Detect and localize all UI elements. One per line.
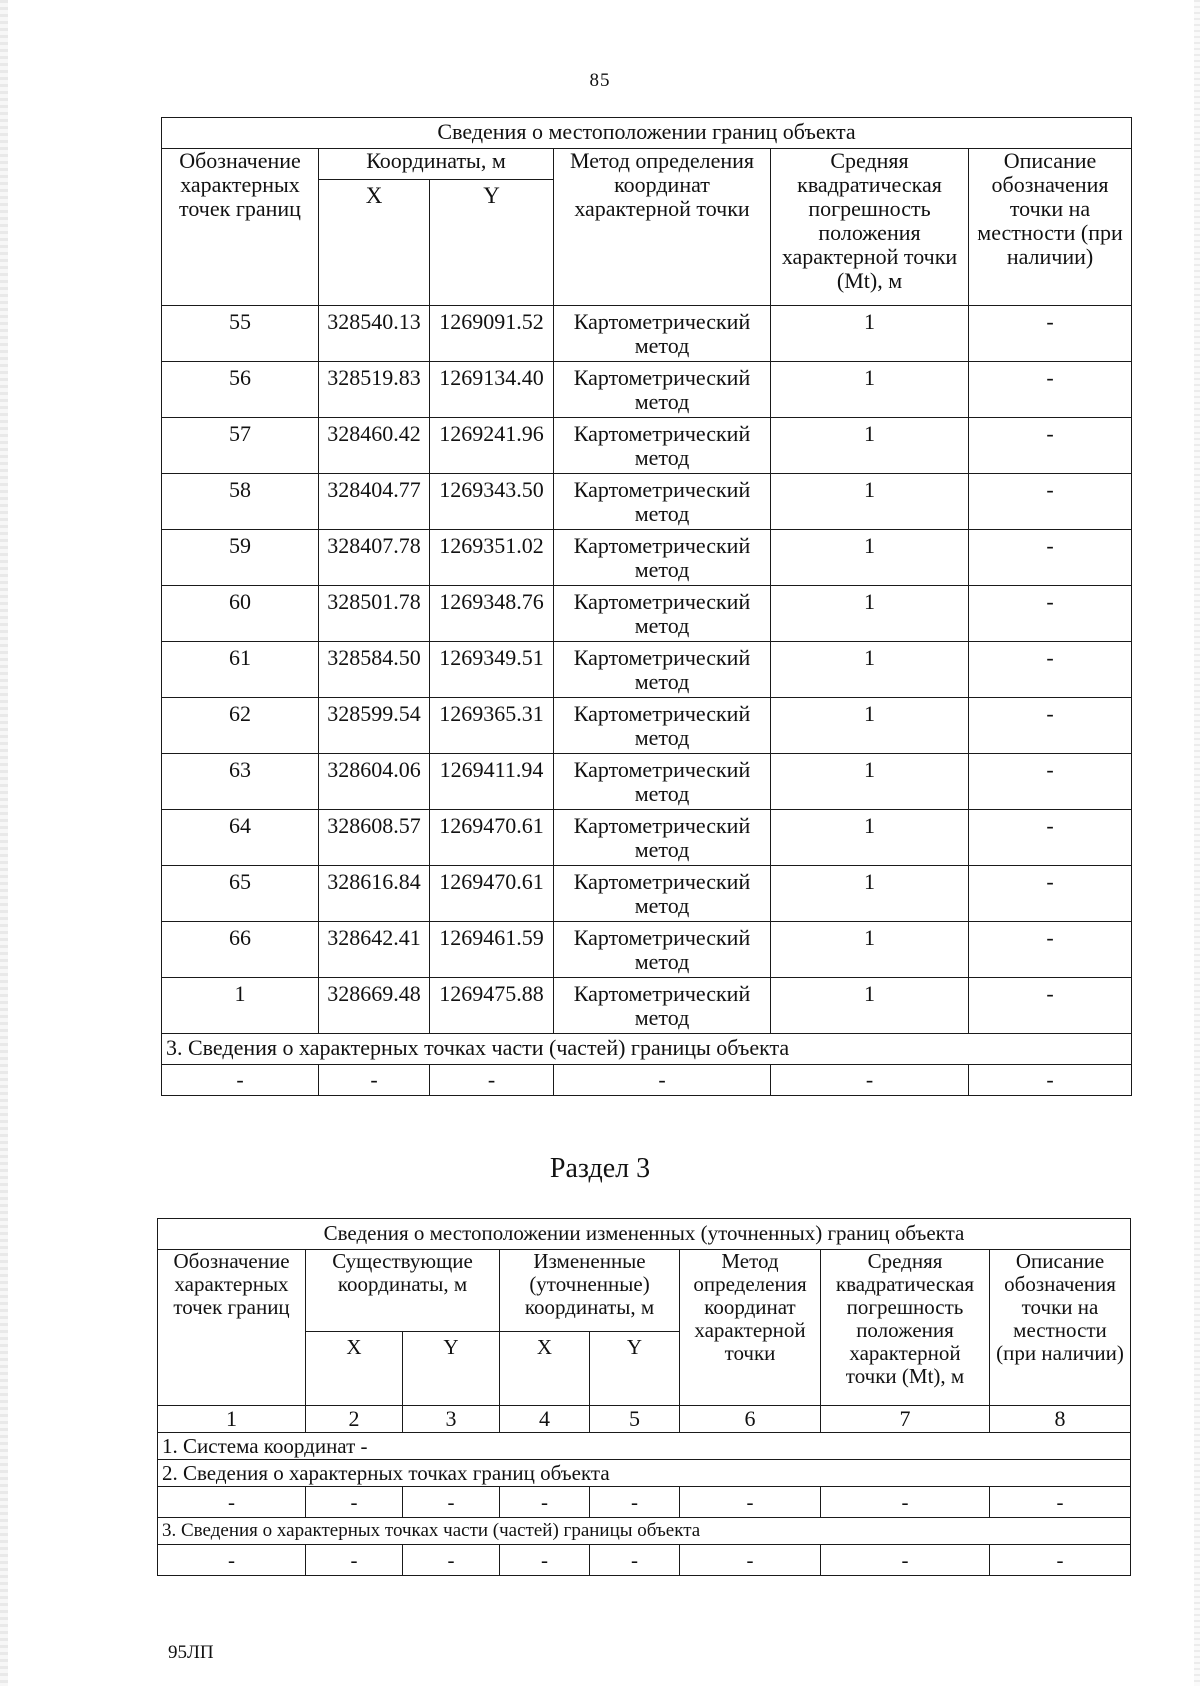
table-title: Сведения о местоположении границ объекта (162, 118, 1132, 149)
y-cell: 1269411.94 (430, 754, 554, 810)
method-cell: Картометрический метод (554, 810, 771, 866)
method-cell: Картометрический метод (554, 418, 771, 474)
table-row (162, 754, 1132, 810)
dash-cell: - (500, 1487, 590, 1518)
dash-cell: - (430, 1065, 554, 1096)
method-cell: Картометрический метод (554, 474, 771, 530)
dash-cell: - (680, 1545, 821, 1576)
description-cell: - (969, 698, 1132, 754)
x-cell: 328599.54 (319, 698, 430, 754)
x-cell: 328616.84 (319, 866, 430, 922)
header-description: Описание обозначения точки на местности (при наличии) (969, 149, 1132, 306)
point-cell: 60 (162, 586, 319, 642)
x-cell: 328501.78 (319, 586, 430, 642)
error-cell: 1 (771, 586, 969, 642)
column-number: 4 (500, 1406, 590, 1433)
description-cell: - (969, 866, 1132, 922)
y-cell: 1269134.40 (430, 362, 554, 418)
dash-cell: - (158, 1487, 306, 1518)
section-heading: Раздел 3 (549, 1153, 651, 1184)
method-cell: Картометрический метод (554, 978, 771, 1034)
table-row (162, 1065, 1132, 1096)
header-description: Описание обозначения точки на местности (при наличии) (990, 1250, 1131, 1406)
dash-cell: - (158, 1545, 306, 1576)
dash-cell: - (590, 1545, 680, 1576)
column-number: 1 (158, 1406, 306, 1433)
dash-cell: - (403, 1487, 500, 1518)
column-numbers-row (158, 1406, 1131, 1433)
table-row (162, 922, 1132, 978)
x-cell: 328604.06 (319, 754, 430, 810)
table-row (162, 306, 1132, 362)
dash-cell: - (403, 1545, 500, 1576)
x-cell: 328608.57 (319, 810, 430, 866)
dash-cell: - (306, 1487, 403, 1518)
dash-cell: - (162, 1065, 319, 1096)
y-cell: 1269241.96 (430, 418, 554, 474)
table-row (162, 866, 1132, 922)
table-row (162, 362, 1132, 418)
column-number: 8 (990, 1406, 1131, 1433)
error-cell: 1 (771, 978, 969, 1034)
error-cell: 1 (771, 754, 969, 810)
page-number: 85 (589, 70, 611, 91)
description-cell: - (969, 586, 1132, 642)
dash-cell: - (990, 1487, 1131, 1518)
description-cell: - (969, 754, 1132, 810)
column-number: 2 (306, 1406, 403, 1433)
y-cell: 1269343.50 (430, 474, 554, 530)
description-cell: - (969, 810, 1132, 866)
point-cell: 57 (162, 418, 319, 474)
method-cell: Картометрический метод (554, 698, 771, 754)
header-method: Метод определения координат характерной точки (554, 149, 771, 306)
method-cell: Картометрический метод (554, 530, 771, 586)
error-cell: 1 (771, 418, 969, 474)
y-cell: 1269349.51 (430, 642, 554, 698)
table-row (162, 810, 1132, 866)
header-y: Y (430, 180, 554, 306)
error-cell: 1 (771, 530, 969, 586)
y-cell: 1269461.59 (430, 922, 554, 978)
point-cell: 55 (162, 306, 319, 362)
point-cell: 64 (162, 810, 319, 866)
method-cell: Картометрический метод (554, 362, 771, 418)
dash-cell: - (969, 1065, 1132, 1096)
dash-cell: - (990, 1545, 1131, 1576)
method-cell: Картометрический метод (554, 642, 771, 698)
section3-label: 3. Сведения о характерных точках части (частей) границы объекта (162, 1034, 1132, 1065)
point-cell: 62 (162, 698, 319, 754)
x-cell: 328519.83 (319, 362, 430, 418)
header-changed-y: Y (590, 1332, 680, 1406)
x-cell: 328407.78 (319, 530, 430, 586)
changed-boundary-table (157, 1218, 1131, 1576)
description-cell: - (969, 978, 1132, 1034)
header-point-designation: Обозначение характерных точек границ (162, 149, 319, 306)
header-x: X (319, 180, 430, 306)
header-changed-coords: Измененные (уточненные) координаты, м (500, 1250, 680, 1332)
boundary-location-table (161, 117, 1132, 1096)
method-cell: Картометрический метод (554, 306, 771, 362)
point-cell: 66 (162, 922, 319, 978)
table-row (162, 698, 1132, 754)
point-cell: 59 (162, 530, 319, 586)
dash-cell: - (319, 1065, 430, 1096)
x-cell: 328460.42 (319, 418, 430, 474)
document-code: 95ЛП (168, 1642, 214, 1663)
y-cell: 1269470.61 (430, 866, 554, 922)
dash-cell: - (821, 1487, 990, 1518)
method-cell: Картометрический метод (554, 586, 771, 642)
point-cell: 61 (162, 642, 319, 698)
table-row (158, 1545, 1131, 1576)
table-row (162, 530, 1132, 586)
scan-edge-left (0, 0, 8, 1686)
header-existing-coords: Существующие координаты, м (306, 1250, 500, 1332)
dash-cell: - (590, 1487, 680, 1518)
point-cell: 1 (162, 978, 319, 1034)
header-error: Средняя квадратическая погрешность положения характерной точки (Mt), м (821, 1250, 990, 1406)
dash-cell: - (306, 1545, 403, 1576)
error-cell: 1 (771, 306, 969, 362)
error-cell: 1 (771, 866, 969, 922)
table-row (162, 418, 1132, 474)
section3-label: 3. Сведения о характерных точках части (частей) границы объекта (158, 1518, 1131, 1545)
method-cell: Картометрический метод (554, 922, 771, 978)
x-cell: 328540.13 (319, 306, 430, 362)
error-cell: 1 (771, 474, 969, 530)
x-cell: 328584.50 (319, 642, 430, 698)
header-point-designation: Обозначение характерных точек границ (158, 1250, 306, 1406)
header-coordinates: Координаты, м (319, 149, 554, 180)
error-cell: 1 (771, 642, 969, 698)
header-changed-x: X (500, 1332, 590, 1406)
dash-cell: - (771, 1065, 969, 1096)
point-cell: 56 (162, 362, 319, 418)
column-number: 7 (821, 1406, 990, 1433)
description-cell: - (969, 418, 1132, 474)
x-cell: 328642.41 (319, 922, 430, 978)
description-cell: - (969, 642, 1132, 698)
scan-edge-right (1194, 0, 1200, 1686)
y-cell: 1269470.61 (430, 810, 554, 866)
point-cell: 58 (162, 474, 319, 530)
x-cell: 328404.77 (319, 474, 430, 530)
dash-cell: - (500, 1545, 590, 1576)
y-cell: 1269365.31 (430, 698, 554, 754)
point-cell: 63 (162, 754, 319, 810)
description-cell: - (969, 362, 1132, 418)
table-row (162, 978, 1132, 1034)
header-existing-x: X (306, 1332, 403, 1406)
description-cell: - (969, 306, 1132, 362)
table-row (162, 474, 1132, 530)
description-cell: - (969, 530, 1132, 586)
point-cell: 65 (162, 866, 319, 922)
header-method: Метод определения координат характерной точки (680, 1250, 821, 1406)
y-cell: 1269351.02 (430, 530, 554, 586)
dash-cell: - (821, 1545, 990, 1576)
column-number: 5 (590, 1406, 680, 1433)
column-number: 3 (403, 1406, 500, 1433)
description-cell: - (969, 474, 1132, 530)
error-cell: 1 (771, 698, 969, 754)
header-error: Средняя квадратическая погрешность положения характерной точки (Mt), м (771, 149, 969, 306)
method-cell: Картометрический метод (554, 754, 771, 810)
table-row (162, 586, 1132, 642)
table-title: Сведения о местоположении измененных (уточненных) границ объекта (158, 1219, 1131, 1250)
method-cell: Картометрический метод (554, 866, 771, 922)
table-row (158, 1487, 1131, 1518)
dash-cell: - (680, 1487, 821, 1518)
section2-label: 2. Сведения о характерных точках границ объекта (158, 1460, 1131, 1487)
y-cell: 1269091.52 (430, 306, 554, 362)
header-existing-y: Y (403, 1332, 500, 1406)
column-number: 6 (680, 1406, 821, 1433)
dash-cell: - (554, 1065, 771, 1096)
error-cell: 1 (771, 810, 969, 866)
x-cell: 328669.48 (319, 978, 430, 1034)
error-cell: 1 (771, 922, 969, 978)
y-cell: 1269475.88 (430, 978, 554, 1034)
table-row (162, 642, 1132, 698)
coord-system-label: 1. Система координат - (158, 1433, 1131, 1460)
y-cell: 1269348.76 (430, 586, 554, 642)
error-cell: 1 (771, 362, 969, 418)
description-cell: - (969, 922, 1132, 978)
